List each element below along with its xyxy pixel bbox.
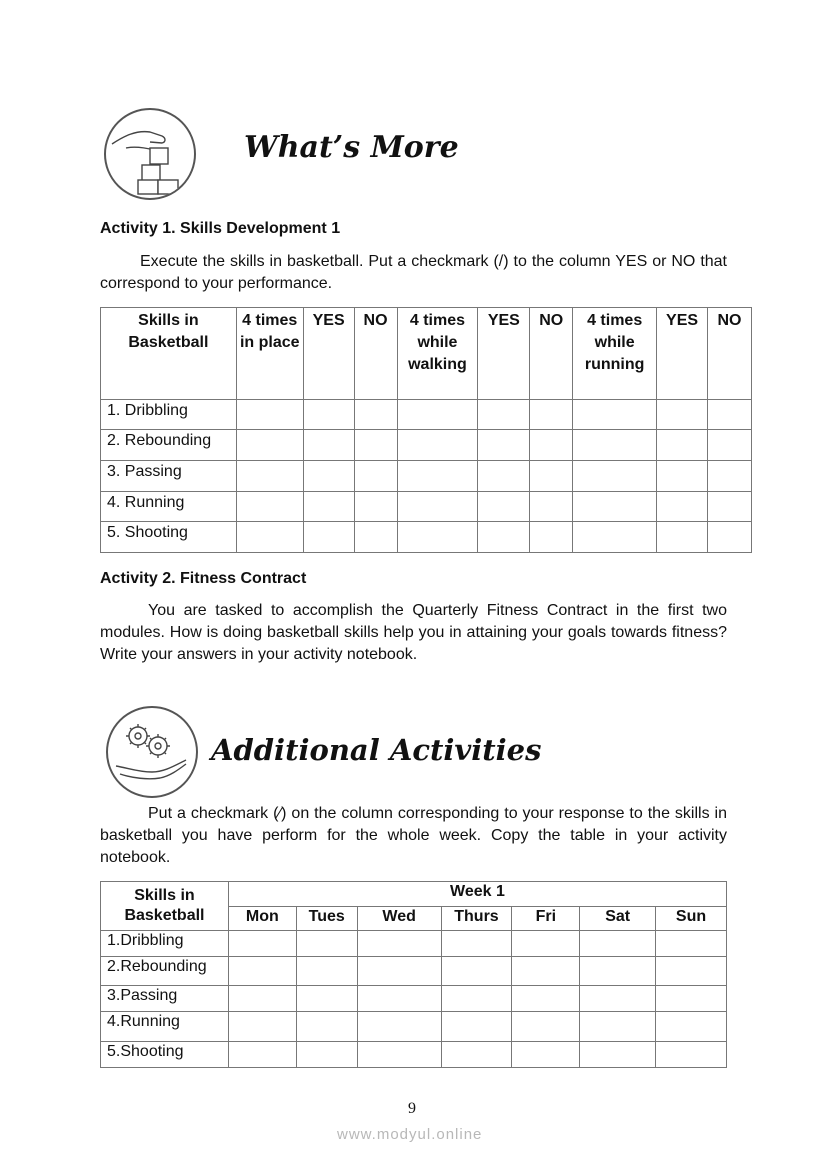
check-cell[interactable] bbox=[656, 931, 727, 957]
activity1-instruction-text: Execute the skills in basketball. Put a checkmark (/) to the column YES or NO that correspond to your performance. bbox=[100, 253, 727, 292]
check-cell[interactable] bbox=[397, 430, 478, 461]
check-cell[interactable] bbox=[478, 430, 530, 461]
check-cell[interactable] bbox=[530, 430, 573, 461]
check-cell[interactable] bbox=[441, 986, 512, 1012]
check-cell[interactable] bbox=[657, 522, 708, 553]
table-row bbox=[101, 492, 752, 522]
check-cell[interactable] bbox=[354, 492, 397, 522]
check-cell[interactable] bbox=[236, 430, 303, 461]
check-cell[interactable] bbox=[530, 400, 573, 430]
check-cell[interactable] bbox=[580, 1042, 656, 1068]
check-cell[interactable] bbox=[228, 957, 296, 986]
check-cell[interactable] bbox=[478, 522, 530, 553]
check-cell[interactable] bbox=[236, 461, 303, 492]
check-cell[interactable] bbox=[236, 522, 303, 553]
header-4-times-while-running: 4 times while running bbox=[573, 308, 657, 400]
check-cell[interactable] bbox=[397, 400, 478, 430]
check-cell[interactable] bbox=[512, 1042, 580, 1068]
header-skills: Skills in Basketball bbox=[101, 882, 229, 931]
skill-label: 4. Running bbox=[101, 492, 237, 522]
check-cell[interactable] bbox=[708, 400, 752, 430]
check-cell[interactable] bbox=[354, 522, 397, 553]
activity1-heading: Activity 1. Skills Development 1 bbox=[100, 220, 341, 237]
header-no: NO bbox=[708, 308, 752, 400]
skill-label: 5.Shooting bbox=[101, 1042, 229, 1068]
table-row bbox=[101, 430, 752, 461]
check-cell[interactable] bbox=[530, 461, 573, 492]
check-cell[interactable] bbox=[478, 400, 530, 430]
check-cell[interactable] bbox=[303, 400, 354, 430]
check-cell[interactable] bbox=[441, 1012, 512, 1042]
activity2-text-content: You are tasked to accomplish the Quarterly Fitness Contract in the first two modules. How is doing basketball skills help you in attaining your goals towards fitness? Write your answers in your activity notebook. bbox=[100, 602, 727, 663]
check-cell[interactable] bbox=[357, 986, 441, 1012]
check-cell[interactable] bbox=[228, 1012, 296, 1042]
check-cell[interactable] bbox=[573, 522, 657, 553]
skill-label: 2. Rebounding bbox=[101, 430, 237, 461]
check-cell[interactable] bbox=[580, 931, 656, 957]
table-row bbox=[101, 461, 752, 492]
skill-label: 2.Rebounding bbox=[101, 957, 229, 986]
check-cell[interactable] bbox=[441, 931, 512, 957]
check-cell[interactable] bbox=[512, 931, 580, 957]
check-cell[interactable] bbox=[512, 957, 580, 986]
check-cell[interactable] bbox=[530, 522, 573, 553]
header-day-mon: Mon bbox=[228, 907, 296, 931]
check-cell[interactable] bbox=[397, 461, 478, 492]
check-cell[interactable] bbox=[656, 1042, 727, 1068]
check-cell[interactable] bbox=[573, 400, 657, 430]
skill-label: 1.Dribbling bbox=[101, 931, 229, 957]
check-cell[interactable] bbox=[296, 957, 357, 986]
check-cell[interactable] bbox=[478, 492, 530, 522]
check-cell[interactable] bbox=[580, 986, 656, 1012]
table-row bbox=[101, 986, 727, 1012]
check-cell[interactable] bbox=[512, 1012, 580, 1042]
check-cell[interactable] bbox=[303, 430, 354, 461]
check-cell[interactable] bbox=[656, 1012, 727, 1042]
header-yes: YES bbox=[303, 308, 354, 400]
check-cell[interactable] bbox=[657, 430, 708, 461]
header-4-times-in-place: 4 times in place bbox=[236, 308, 303, 400]
whats-more-title: What’s More bbox=[244, 130, 459, 165]
table-row bbox=[101, 1042, 727, 1068]
check-cell[interactable] bbox=[357, 931, 441, 957]
check-cell[interactable] bbox=[228, 1042, 296, 1068]
check-cell[interactable] bbox=[708, 522, 752, 553]
check-cell[interactable] bbox=[573, 492, 657, 522]
header-yes: YES bbox=[657, 308, 708, 400]
check-cell[interactable] bbox=[303, 522, 354, 553]
header-day-fri: Fri bbox=[512, 907, 580, 931]
check-cell[interactable] bbox=[656, 986, 727, 1012]
weekly-checklist-table bbox=[100, 881, 727, 1068]
header-day-wed: Wed bbox=[357, 907, 441, 931]
header-no: NO bbox=[530, 308, 573, 400]
check-cell[interactable] bbox=[573, 461, 657, 492]
check-cell[interactable] bbox=[357, 1012, 441, 1042]
activity2-heading: Activity 2. Fitness Contract bbox=[100, 570, 307, 587]
header-yes: YES bbox=[478, 308, 530, 400]
check-cell[interactable] bbox=[236, 400, 303, 430]
check-cell[interactable] bbox=[354, 400, 397, 430]
check-cell[interactable] bbox=[708, 461, 752, 492]
check-cell[interactable] bbox=[354, 461, 397, 492]
check-cell[interactable] bbox=[512, 986, 580, 1012]
header-day-sat: Sat bbox=[580, 907, 656, 931]
check-cell[interactable] bbox=[580, 1012, 656, 1042]
skill-label: 1. Dribbling bbox=[101, 400, 237, 430]
check-cell[interactable] bbox=[580, 957, 656, 986]
skill-label: 4.Running bbox=[101, 1012, 229, 1042]
check-cell[interactable] bbox=[228, 986, 296, 1012]
header-day-sun: Sun bbox=[656, 907, 727, 931]
header-week: Week 1 bbox=[228, 882, 726, 907]
hand-stacking-blocks-icon bbox=[104, 108, 196, 200]
check-cell[interactable] bbox=[441, 1042, 512, 1068]
check-cell[interactable] bbox=[530, 492, 573, 522]
check-cell[interactable] bbox=[296, 931, 357, 957]
watermark: www.modyul.online bbox=[337, 1126, 483, 1143]
check-cell[interactable] bbox=[573, 430, 657, 461]
header-4-times-while-walking: 4 times while walking bbox=[397, 308, 478, 400]
check-cell[interactable] bbox=[657, 400, 708, 430]
skill-label: 3.Passing bbox=[101, 986, 229, 1012]
check-cell[interactable] bbox=[478, 461, 530, 492]
table-row bbox=[101, 400, 752, 430]
table-row bbox=[101, 931, 727, 957]
skill-label: 3. Passing bbox=[101, 461, 237, 492]
table-row bbox=[101, 522, 752, 553]
additional-instruction-text: Put a checkmark (∕) on the column corresponding to your response to the skills in basketball you have perform for the whole week. Copy the table in your activity notebook. bbox=[100, 805, 727, 866]
check-cell[interactable] bbox=[303, 492, 354, 522]
check-cell[interactable] bbox=[657, 492, 708, 522]
check-cell[interactable] bbox=[397, 492, 478, 522]
page-number: 9 bbox=[408, 1100, 416, 1117]
skills-development-table bbox=[100, 307, 752, 553]
activity1-instruction bbox=[100, 251, 727, 295]
check-cell[interactable] bbox=[296, 1012, 357, 1042]
skill-label: 5. Shooting bbox=[101, 522, 237, 553]
hand-gears-icon bbox=[106, 706, 198, 798]
check-cell[interactable] bbox=[656, 957, 727, 986]
check-cell[interactable] bbox=[357, 1042, 441, 1068]
check-cell[interactable] bbox=[296, 1042, 357, 1068]
header-no: NO bbox=[354, 308, 397, 400]
check-cell[interactable] bbox=[657, 461, 708, 492]
check-cell[interactable] bbox=[357, 957, 441, 986]
check-cell[interactable] bbox=[708, 430, 752, 461]
header-skills: Skills in Basketball bbox=[101, 308, 237, 400]
check-cell[interactable] bbox=[303, 461, 354, 492]
check-cell[interactable] bbox=[228, 931, 296, 957]
check-cell[interactable] bbox=[354, 430, 397, 461]
table-row bbox=[101, 957, 727, 986]
activity2-text bbox=[100, 600, 727, 666]
additional-instruction bbox=[100, 803, 727, 869]
additional-activities-title: Additional Activities bbox=[211, 733, 542, 767]
check-cell[interactable] bbox=[236, 492, 303, 522]
check-cell[interactable] bbox=[708, 492, 752, 522]
table-row bbox=[101, 1012, 727, 1042]
check-cell[interactable] bbox=[296, 986, 357, 1012]
check-cell[interactable] bbox=[397, 522, 478, 553]
header-day-tues: Tues bbox=[296, 907, 357, 931]
header-day-thurs: Thurs bbox=[441, 907, 512, 931]
check-cell[interactable] bbox=[441, 957, 512, 986]
